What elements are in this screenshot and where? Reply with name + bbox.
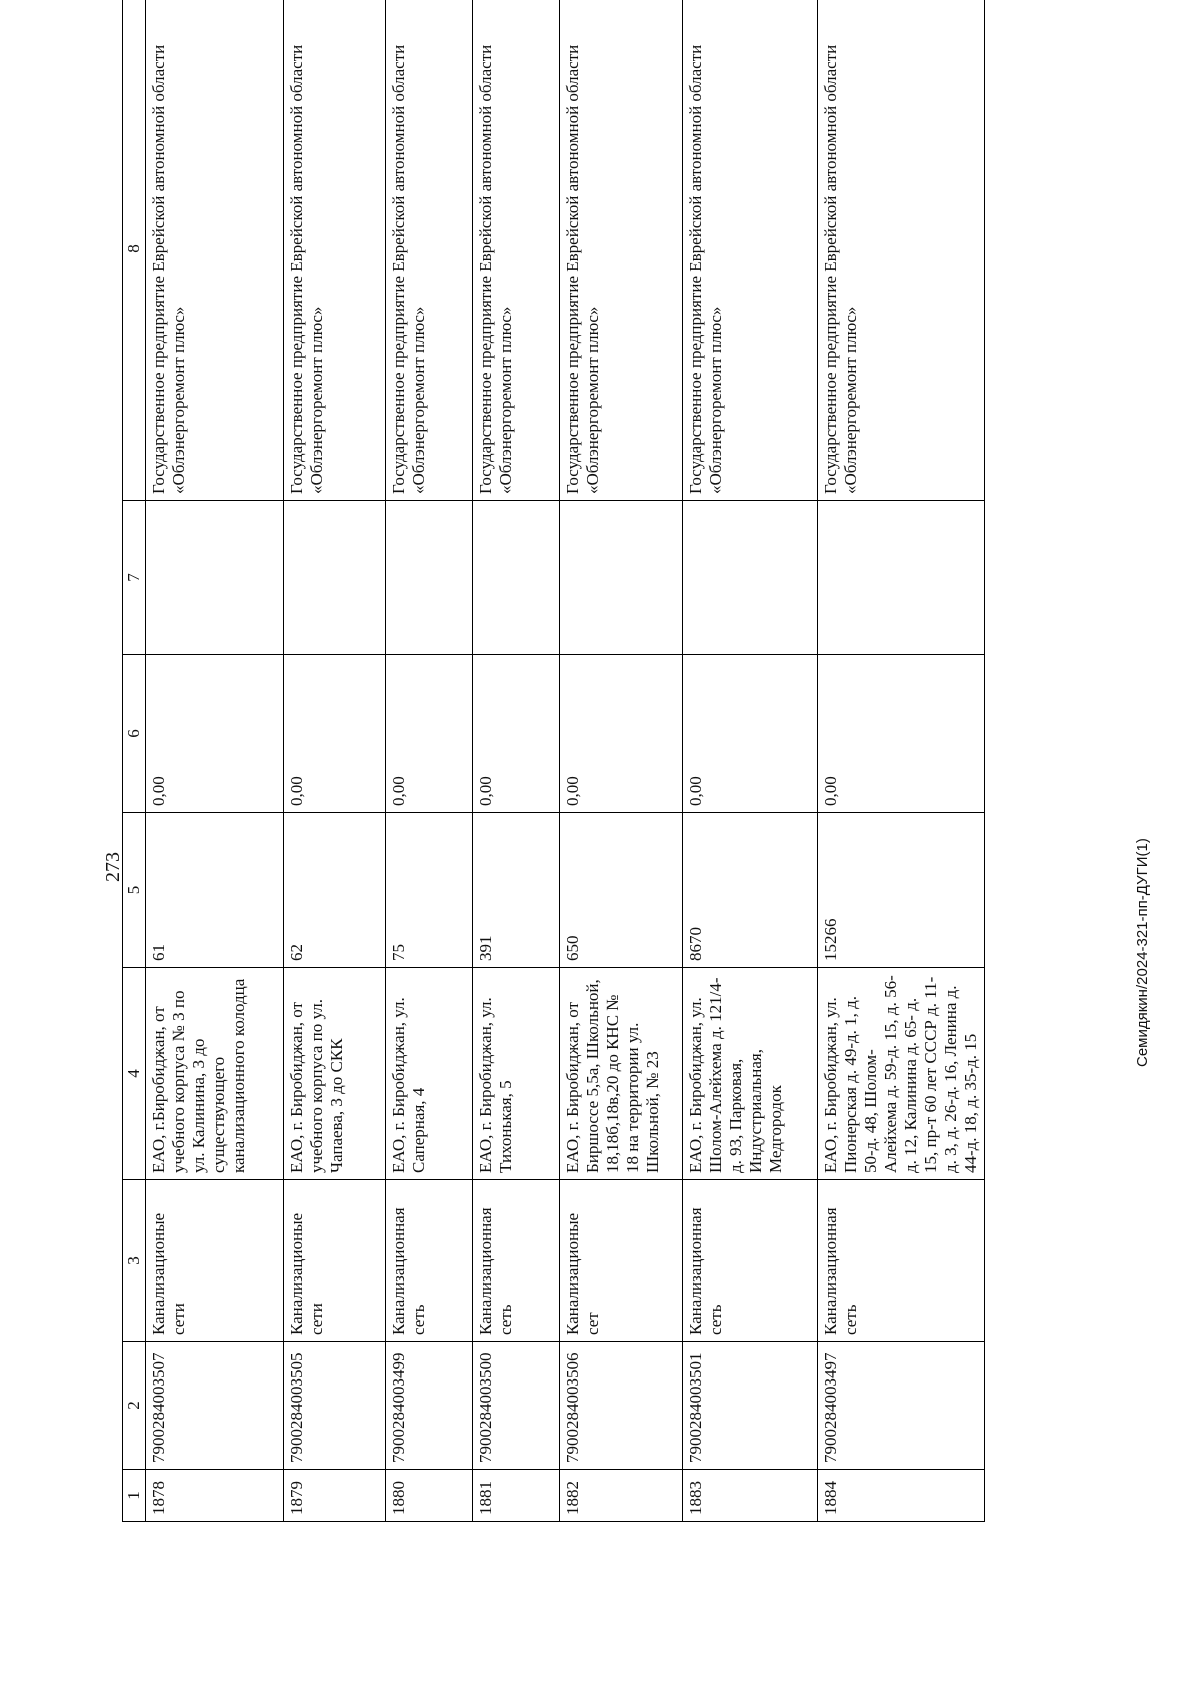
cadastral-number: 790028400З499 [386,1342,473,1470]
col-header-6: 6 [123,655,146,813]
col-header-8: 8 [123,0,146,501]
column-7-cell [560,501,683,655]
col-header-4: 4 [123,968,146,1180]
holder-organization: Государственное предприятие Еврейской автономной области «Облэнергоремонт плюс» [473,0,560,501]
column-7-cell [818,501,985,655]
object-value: 0,00 [473,655,560,813]
col-header-2: 2 [123,1342,146,1470]
row-number: 1883 [683,1470,818,1522]
object-length: 61 [146,813,284,968]
object-value: 0,00 [386,655,473,813]
object-address: ЕАО, г.Биробиджан, от учебного корпуса № 3 по ул. Калинина, 3 до существующего канализационного колодца [146,968,284,1180]
object-type: Канализационная сеть [683,1180,818,1342]
object-address: ЕАО, г. Биробиджан, ул. Саперная, 4 [386,968,473,1180]
cadastral-number: 790028400З500 [473,1342,560,1470]
registry-table [122,0,985,1522]
row-number: 1880 [386,1470,473,1522]
header-row [123,0,146,1522]
object-value: 0,00 [284,655,386,813]
cadastral-number: 790028400З506 [560,1342,683,1470]
column-7-cell [386,501,473,655]
object-address: ЕАО, г. Биробиджан, от Биршоссе 5,5а, Школьной, 18,18б,18в,20 до КНС № 18 на территории ул. Школьной, № 23 [560,968,683,1180]
object-length: 15266 [818,813,985,968]
holder-organization: Государственное предприятие Еврейской автономной области «Облэнергоремонт плюс» [683,0,818,501]
col-header-7: 7 [123,501,146,655]
column-7-cell [683,501,818,655]
row-number: 1881 [473,1470,560,1522]
holder-organization: Государственное предприятие Еврейской автономной области «Облэнергоремонт плюс» [284,0,386,501]
cadastral-number: 790028400З501 [683,1342,818,1470]
holder-organization: Государственное предприятие Еврейской автономной области «Облэнергоремонт плюс» [146,0,284,501]
object-value: 0,00 [146,655,284,813]
holder-organization: Государственное предприятие Еврейской автономной области «Облэнергоремонт плюс» [818,0,985,501]
table-row [683,0,818,1522]
object-address: ЕАО, г. Биробиджан, от учебного корпуса по ул. Чапаева, 3 до СКК [284,968,386,1180]
holder-organization: Государственное предприятие Еврейской автономной области «Облэнергоремонт плюс» [386,0,473,501]
row-number: 1878 [146,1470,284,1522]
column-7-cell [473,501,560,655]
cadastral-number: 790028400З505 [284,1342,386,1470]
col-header-1: 1 [123,1470,146,1522]
object-value: 0,00 [818,655,985,813]
row-number: 1882 [560,1470,683,1522]
object-address: ЕАО, г. Биробиджан, ул. Тихонькая, 5 [473,968,560,1180]
column-7-cell [146,501,284,655]
object-value: 0,00 [560,655,683,813]
object-type: Канализационые сети [284,1180,386,1342]
table-row [284,0,386,1522]
object-address: ЕАО, г. Биробиджан, ул. Шолом-Алейхема д. 121/4-д. 93, Парковая, Индустриальная, Медгородок [683,968,818,1180]
col-header-3: 3 [123,1180,146,1342]
column-7-cell [284,501,386,655]
object-length: 75 [386,813,473,968]
object-length: 650 [560,813,683,968]
holder-organization: Государственное предприятие Еврейской автономной области «Облэнергоремонт плюс» [560,0,683,501]
table-row [560,0,683,1522]
cadastral-number: 790028400З507 [146,1342,284,1470]
cadastral-number: 790028400З497 [818,1342,985,1470]
table-row [473,0,560,1522]
document-footer: Семидякин/2024-321-пп-ДУГИ(1) [1134,838,1151,1067]
object-type: Канализационые сет [560,1180,683,1342]
object-type: Канализационная сеть [818,1180,985,1342]
object-length: 62 [284,813,386,968]
page-number: 273 [102,852,124,882]
table-row [386,0,473,1522]
row-number: 1879 [284,1470,386,1522]
object-type: Канализационые сети [146,1180,284,1342]
object-address: ЕАО, г. Биробиджан, ул. Пионерская д. 49-д. 1, д. 50-д. 48, Шолом- Алейхема д. 59-д. 15, д. 56-д. 12, Калинина д. 65- д. 15, пр-т 60 лет СССР д. 11-д. 3, д. 26-д. 16, Ленина д. 44-д. 18, д. 35-д. 15 [818,968,985,1180]
object-length: 391 [473,813,560,968]
table-row [818,0,985,1522]
col-header-5: 5 [123,813,146,968]
object-type: Канализационная сеть [473,1180,560,1342]
row-number: 1884 [818,1470,985,1522]
object-type: Канализационная сеть [386,1180,473,1342]
object-value: 0,00 [683,655,818,813]
object-length: 8670 [683,813,818,968]
table-row [146,0,284,1522]
